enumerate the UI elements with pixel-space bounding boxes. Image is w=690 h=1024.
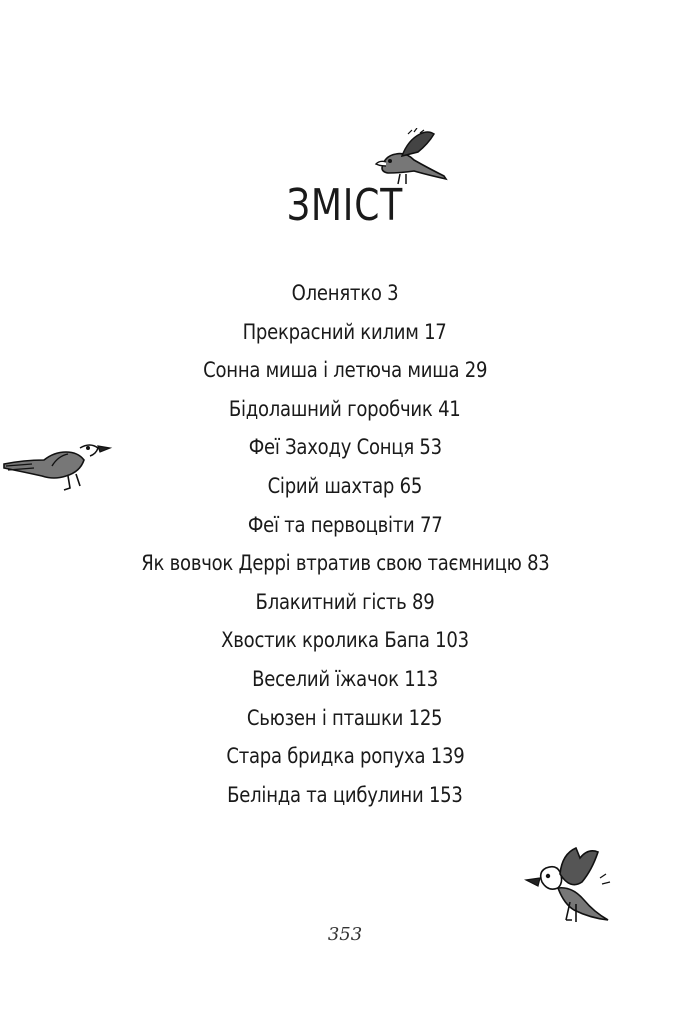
bird-left-icon — [2, 436, 114, 496]
toc-entry: Блакитний гість 89 — [255, 589, 435, 614]
toc-entry: Бідолашний горобчик 41 — [229, 396, 461, 421]
bird-top-icon — [372, 128, 450, 188]
toc-entry: Як вовчок Деррі втратив свою таємницю 83 — [140, 551, 550, 576]
page-number: 353 — [327, 924, 363, 945]
bird-bottom-icon — [518, 844, 614, 932]
toc-entry: Феї та первоцвіти 77 — [247, 512, 443, 537]
toc-entry: Прекрасний килим 17 — [243, 319, 447, 344]
page-title: ЗМІСТ — [286, 180, 404, 231]
toc-entry: Веселий їжачок 113 — [252, 666, 438, 691]
toc-entry: Стара бридка ропуха 139 — [225, 744, 465, 769]
toc-entry: Феї Заходу Сонця 53 — [248, 435, 442, 460]
toc-entry: Белінда та цибулини 153 — [227, 782, 463, 807]
table-of-contents — [0, 278, 690, 818]
toc-entry: Хвостик кролика Бапа 103 — [221, 628, 469, 653]
toc-entry: Сьюзен і пташки 125 — [247, 705, 443, 730]
toc-entry: Сонна миша і летюча миша 29 — [202, 358, 488, 383]
toc-entry: Оленятко 3 — [291, 281, 399, 305]
toc-entry: Сірий шахтар 65 — [267, 473, 423, 498]
